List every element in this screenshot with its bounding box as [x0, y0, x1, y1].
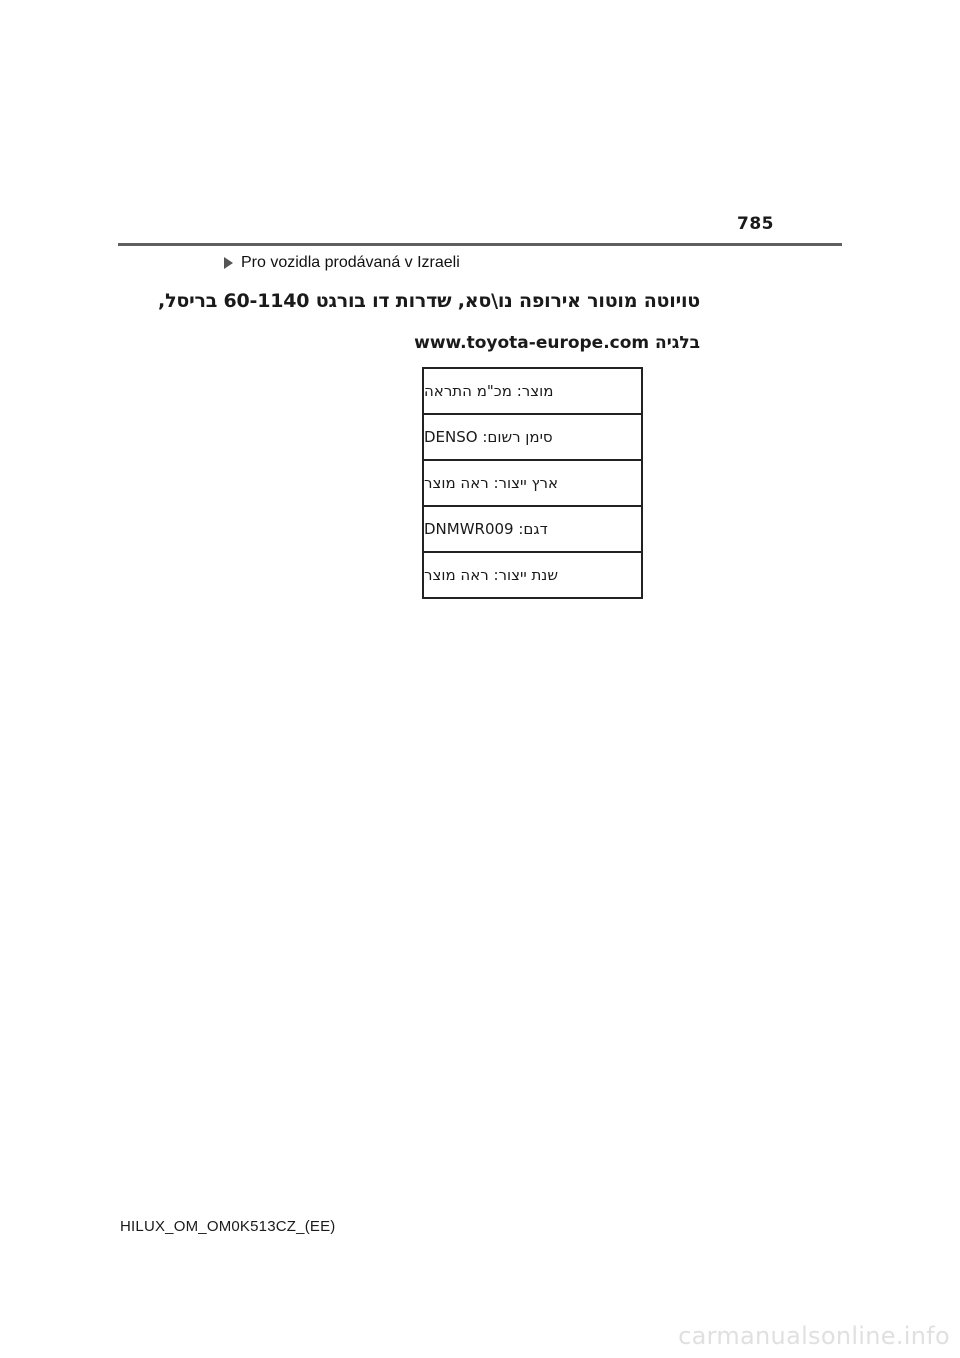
certification-label-table	[422, 367, 643, 599]
distributor-website-line: בלגיה www.toyota-europe.com	[414, 333, 700, 353]
label-row-country: ארץ ייצור: ראה מוצר	[424, 461, 641, 507]
distributor-address-line: טויוטה מוטור אירופה נו\סא, שדרות דו בורגט 60-1140 בריסל,	[158, 290, 700, 312]
label-row-year: שנת ייצור: ראה מוצר	[424, 566, 558, 584]
triangle-bullet-icon	[224, 257, 233, 269]
watermark: carmanualsonline.info	[678, 1322, 950, 1350]
label-row-trademark: סימן רשום: DENSO	[424, 415, 641, 461]
header-divider	[118, 243, 842, 246]
section-heading-text: Pro vozidla prodávaná v Izraeli	[241, 254, 460, 271]
label-row-product: מוצר: מכ"מ התראה	[424, 369, 641, 415]
footer-document-code: HILUX_OM_OM0K513CZ_(EE)	[120, 1218, 336, 1235]
page-number: 785	[737, 214, 774, 234]
label-row-model: דגם: DNMWR009	[424, 507, 641, 553]
section-heading	[224, 254, 460, 272]
